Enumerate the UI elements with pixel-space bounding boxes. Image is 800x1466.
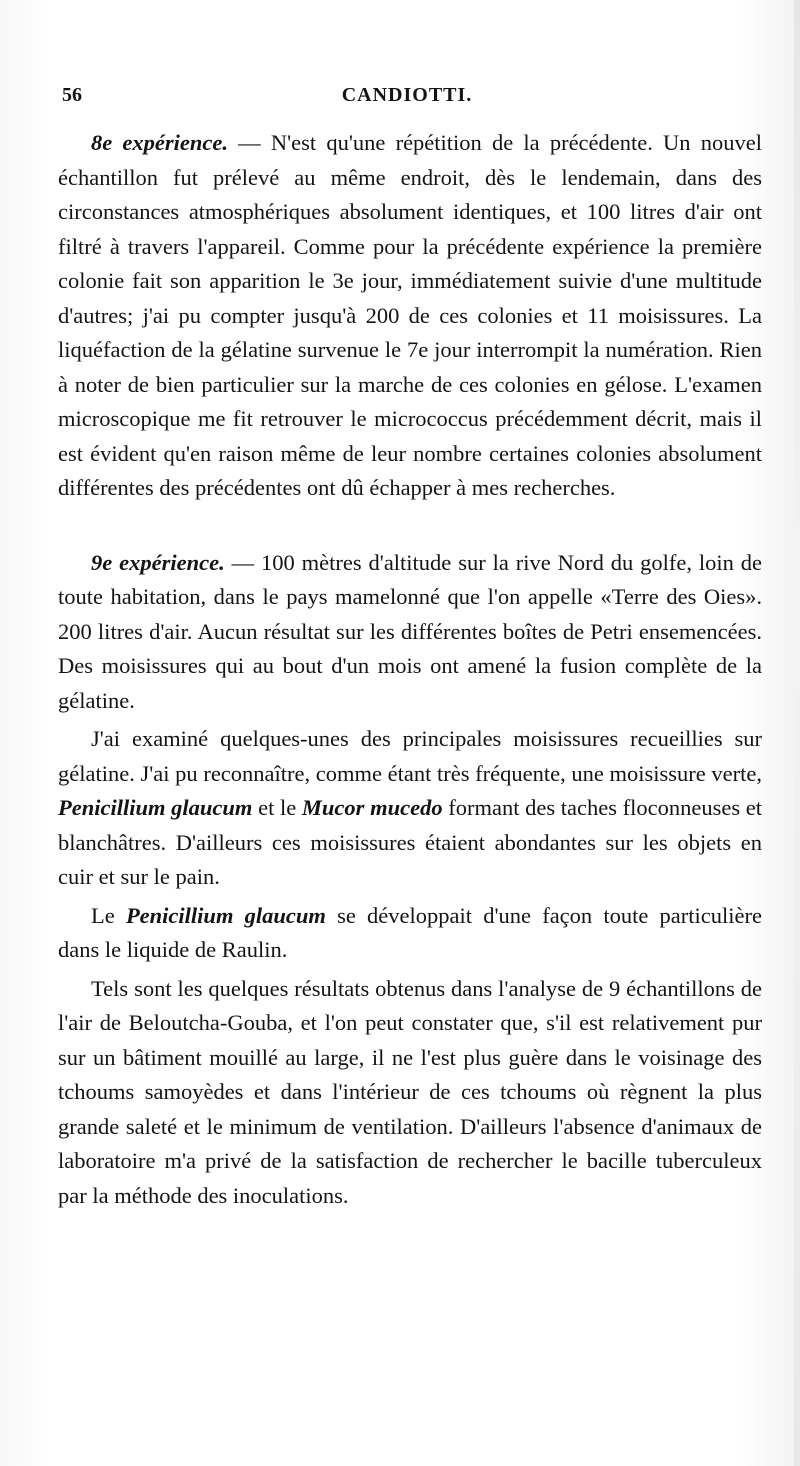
raulin-text-2: se développait d'une façon toute particulière dans le liquide de Raulin. [58,902,762,962]
molds-text-3: formant des taches floconneuses et blanchâtres. D'ailleurs ces moisissures étaient abondantes sur les objets en cuir et sur le pain. [58,795,763,889]
molds-text-2: et le [252,795,302,820]
paragraph-experiment-9 [58,546,762,719]
molds-text-1: J'ai examiné quelques-unes des principales moisissures recueillies sur gélatine. J'ai pu reconnaître, comme étant très fréquente, une moisissure verte, [58,726,762,786]
raulin-text-1: Le [91,902,126,928]
page-edge-shading [794,0,800,1466]
species-penicillium: Penicillium glaucum [58,795,253,820]
paragraph-molds [58,722,762,895]
running-title: CANDIOTTI. [341,84,473,106]
running-head [62,84,752,114]
paragraph-raulin [58,899,762,968]
paragraph-experiment-8 [58,126,762,506]
species-penicillium-2: Penicillium glaucum [125,902,326,928]
page-number: 56 [62,84,82,106]
experiment-9-heading: 9e expérience. [91,549,225,575]
species-mucor: Mucor mucedo [301,795,443,820]
conclusion-text: Tels sont les quelques résultats obtenus dans l'analyse de 9 échantillons de l'air de Beloutcha-Gouba, et l'on peut constater que, s'il est relativement pur sur un bâtiment mouillé au large, il ne l'est plus guère dans le voisinage des tchoums samoyèdes et dans l'intérieur de ces tchoums où règnent la plus grande saleté et le minimum de ventilation. D'ailleurs l'absence d'animaux de laboratoire m'a privé de la satisfaction de rechercher le bacille tuberculeux par la méthode des inoculations. [58,975,762,1208]
experiment-8-heading: 8e expérience. [91,130,228,155]
body-text [58,126,762,1213]
experiment-9-text: — 100 mètres d'altitude sur la rive Nord du golfe, loin de toute habitation, dans le pays mamelonné que l'on appelle «Terre des Oies». 200 litres d'air. Aucun résultat sur les différentes boîtes de Petri ensemencées. Des moisissures qui au bout d'un mois ont amené la fusion complète de la gélatine. [58,549,762,713]
experiment-8-text: — N'est qu'une répétition de la précédente. Un nouvel échantillon fut prélevé au même endroit, dès le lendemain, dans des circonstances atmosphériques absolument identiques, et 100 litres d'air ont filtré à travers l'appareil. Comme pour la précédente expérience la première colonie fait son apparition le 3e jour, immédiatement suivie d'une multitude d'autres; j'ai pu compter jusqu'à 200 de ces colonies et 11 moisissures. La liquéfaction de la gélatine survenue le 7e jour interrompit la numération. Rien à noter de bien particulier sur la marche de ces colonies en gélose. L'examen microscopique me fit retrouver le micrococcus précédemment décrit, mais il est évident qu'en raison même de leur nombre certaines colonies absolument différentes des précédentes ont dû échapper à mes recherches. [58,130,762,500]
paragraph-conclusion [58,972,762,1214]
